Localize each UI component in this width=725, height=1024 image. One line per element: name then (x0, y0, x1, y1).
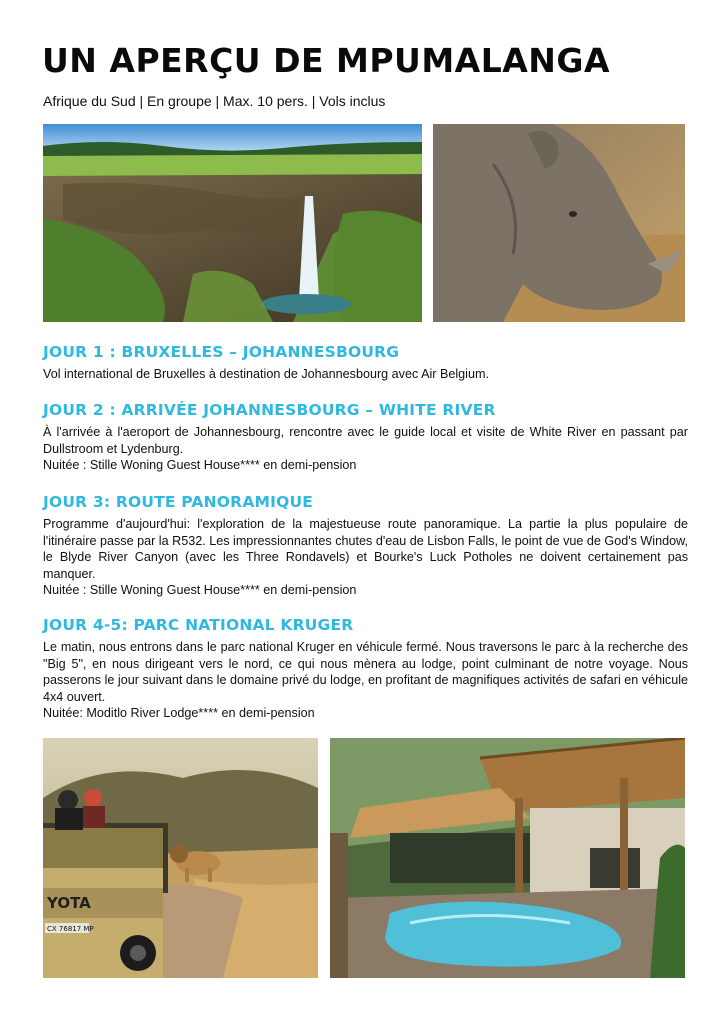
day-3-heading: JOUR 3: ROUTE PANORAMIQUE (43, 493, 314, 511)
lodge-pool-photo (330, 738, 685, 978)
trip-subtitle: Afrique du Sud | En groupe | Max. 10 pers. | Vols inclus (43, 93, 386, 109)
day-2-text: À l'arrivée à l'aeroport de Johannesbourg, rencontre avec le guide local et visite de White River en passant par Dullstroom et Lydenburg. (43, 425, 688, 456)
day-3-section (43, 493, 688, 599)
safari-lion-photo (43, 738, 318, 978)
day-3-text: Programme d'aujourd'hui: l'exploration de la majestueuse route panoramique. La partie la plus populaire de l'itinéraire passe par la R532. Les impressionnantes chutes d'eau de Lisbon Falls, le point de vue de God's Window, le Blyde River Canyon (avec les Three Rondavels) et Bourke's Luck Potholes ne doivent certainement pas manquer. (43, 517, 688, 581)
day-4-5-heading: JOUR 4-5: PARC NATIONAL KRUGER (43, 616, 354, 634)
day-2-section (43, 401, 688, 474)
day-3-lodging: Nuitée : Stille Woning Guest House**** en demi-pension (43, 583, 357, 597)
day-4-5-text: Le matin, nous entrons dans le parc national Kruger en véhicule fermé. Nous traversons le parc à la recherche des "Big 5", en nous dirigeant vers le nord, ce qui nous mènera au lodge, point culminant de notre voyage. Nous passerons le jour suivant dans le domaine privé du lodge, en profitant de magnifiques activités de safari en véhicule 4x4 ouvert. (43, 640, 688, 704)
plate-text: CX 76817 MP (47, 925, 94, 933)
day-1-heading: JOUR 1 : BRUXELLES – JOHANNESBOURG (43, 343, 400, 361)
waterfall-canyon-photo (43, 124, 422, 322)
day-4-5-section (43, 616, 688, 722)
day-4-5-lodging: Nuitée: Moditlo River Lodge**** en demi-pension (43, 706, 315, 720)
day-2-lodging: Nuitée : Stille Woning Guest House**** en demi-pension (43, 458, 357, 472)
day-2-heading: JOUR 2 : ARRIVÉE JOHANNESBOURG – WHITE RIVER (43, 401, 496, 419)
rhino-photo (433, 124, 685, 322)
day-1-text: Vol international de Bruxelles à destination de Johannesbourg avec Air Belgium. (43, 367, 489, 381)
jeep-brand-text: YOTA (47, 894, 91, 912)
day-1-section (43, 343, 688, 383)
page-title: UN APERÇU DE MPUMALANGA (42, 41, 611, 80)
